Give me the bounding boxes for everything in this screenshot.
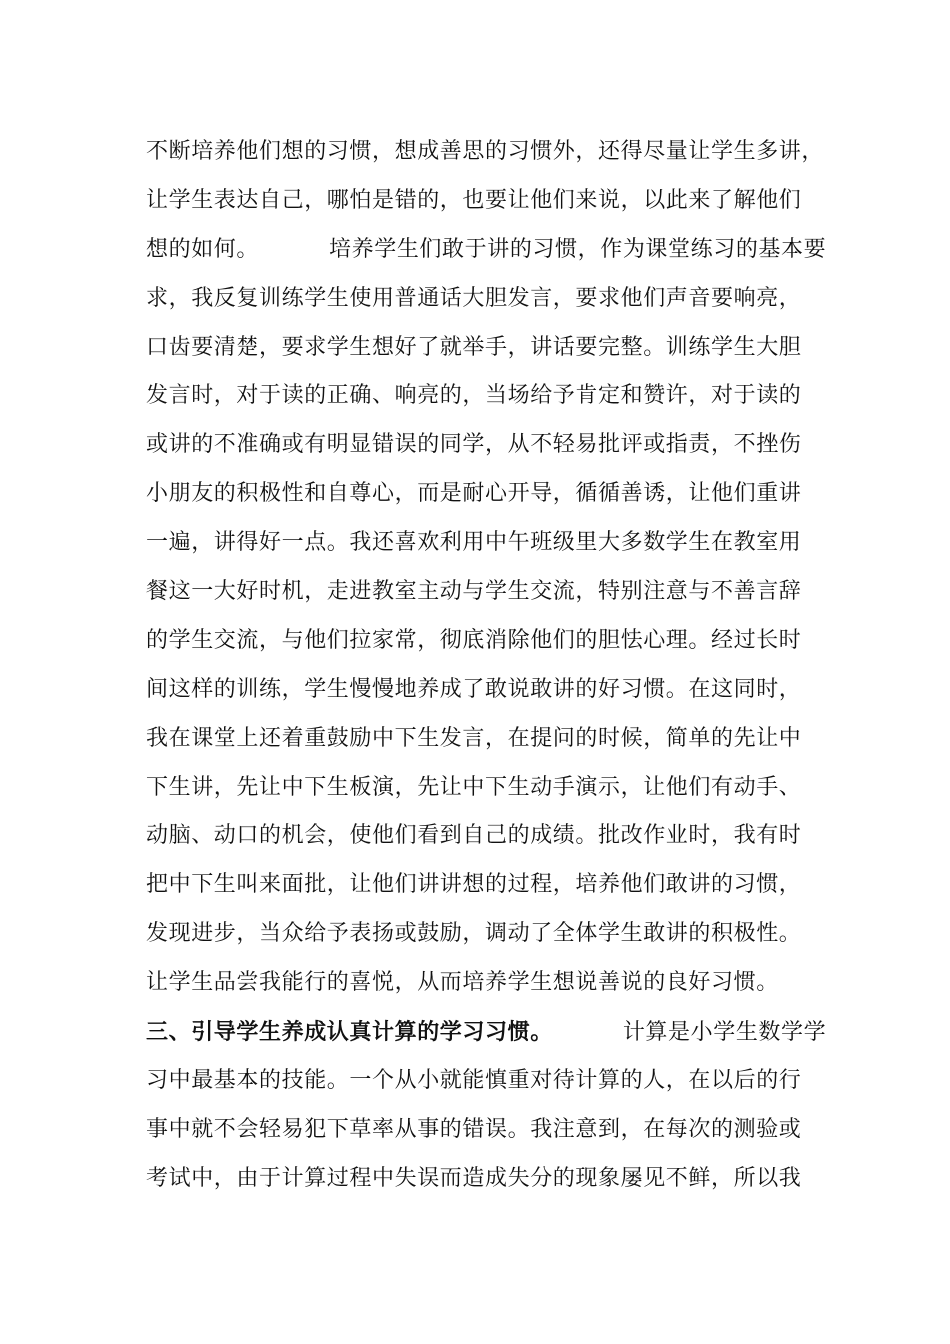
text-segment: 计算是小学生数学学 (622, 1020, 827, 1046)
text-line: 习中最基本的技能。一个从小就能慎重对待计算的人，在以后的行 (146, 1067, 802, 1093)
text-line (146, 1008, 846, 1057)
text-segment: 想的如何。 (146, 236, 260, 262)
section-heading: 三、引导学生养成认真计算的学习习惯。 (146, 1019, 553, 1046)
text-line: 发言时，对于读的正确、响亮的，当场给予肯定和赞许，对于读的 (146, 383, 802, 409)
text-line: 让学生表达自己，哪怕是错的，也要让他们来说，以此来了解他们 (146, 187, 802, 213)
text-line: 把中下生叫来面批，让他们讲讲想的过程，培养他们敢讲的习惯， (146, 872, 802, 898)
text-line: 下生讲，先让中下生板演，先让中下生动手演示，让他们有动手、 (146, 774, 802, 800)
text-line: 考试中，由于计算过程中失误而造成失分的现象屡见不鲜，所以我 (146, 1165, 802, 1191)
text-line: 不断培养他们想的习惯，想成善思的习惯外，还得尽量让学生多讲， (146, 139, 825, 164)
text-line: 餐这一大好时机，走进教室主动与学生交流，特别注意与不善言辞 (146, 579, 802, 605)
text-line: 间这样的训练，学生慢慢地养成了敢说敢讲的好习惯。在这同时， (146, 676, 802, 702)
text-line: 或讲的不准确或有明显错误的同学，从不轻易批评或指责，不挫伤 (146, 432, 802, 458)
text-line: 的学生交流，与他们拉家常，彻底消除他们的胆怯心理。经过长时 (146, 627, 802, 653)
text-line: 动脑、动口的机会，使他们看到自己的成绩。批改作业时，我有时 (146, 823, 802, 849)
text-line: 求，我反复训练学生使用普通话大胆发言，要求他们声音要响亮， (146, 285, 802, 311)
text-line: 我在课堂上还着重鼓励中下生发言，在提问的时候，简单的先让中 (146, 725, 802, 751)
text-line: 发现进步，当众给予表扬或鼓励，调动了全体学生敢讲的积极性。 (146, 921, 802, 947)
text-line: 事中就不会轻易犯下草率从事的错误。我注意到，在每次的测验或 (146, 1116, 802, 1142)
text-line: 一遍，讲得好一点。我还喜欢利用中午班级里大多数学生在教室用 (146, 530, 802, 556)
body-text (146, 128, 846, 1204)
text-line: 口齿要清楚，要求学生想好了就举手，讲话要完整。训练学生大胆 (146, 334, 802, 360)
text-line (146, 226, 846, 275)
text-segment: 培养学生们敢于讲的习惯，作为课堂练习的基本要 (329, 236, 827, 262)
text-line: 让学生品尝我能行的喜悦，从而培养学生想说善说的良好习惯。 (146, 970, 779, 996)
text-line: 小朋友的积极性和自尊心，而是耐心开导，循循善诱，让他们重讲 (146, 481, 802, 507)
